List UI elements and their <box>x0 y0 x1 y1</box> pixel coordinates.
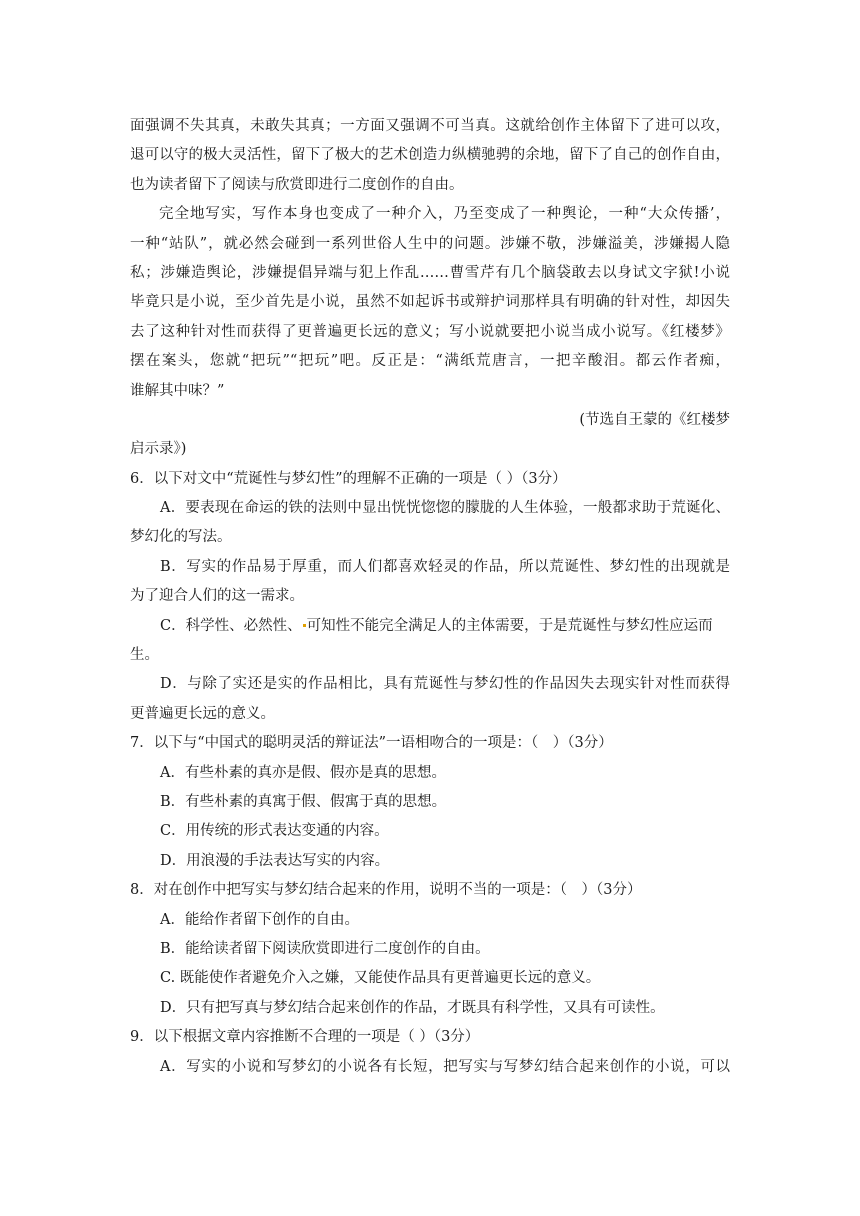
option-b: B．能给读者留下阅读欣赏即进行二度创作的自由。 <box>160 940 490 957</box>
option-d: D．只有把写真与梦幻结合起来创作的作品，才既具有科学性，又具有可读性。 <box>160 999 665 1016</box>
option-a: A．能给作者留下创作的自由。 <box>160 911 359 928</box>
option-d-cont: 更普遍更长远的意义。 <box>130 705 275 722</box>
option-a: A．有些朴素的真亦是假、假亦是真的思想。 <box>160 764 446 781</box>
document-content <box>130 112 730 1082</box>
source-citation: (节选自王蒙的《红楼梦 <box>579 411 730 428</box>
option-a: A．要表现在命运的铁的法则中显出恍恍惚惚的朦胧的人生体验，一般都求助于荒诞化、 <box>160 500 730 517</box>
option-b: B．写实的作品易于厚重，而人们都喜欢轻灵的作品，所以荒诞性、梦幻性的出现就是 <box>160 558 730 575</box>
text-line: 去了这种针对性而获得了更普遍更长远的意义；写小说就要把小说当成小说写。《红楼梦》 <box>130 323 730 340</box>
option-b: B．有些朴素的真寓于假、假寓于真的思想。 <box>160 793 447 810</box>
text-line: 一种“站队”，就必然会碰到一系列世俗人生中的问题。涉嫌不敬，涉嫌溢美，涉嫌揭人隐 <box>130 235 730 252</box>
text-line: 面强调不失其真，未敢失其真；一方面又强调不可当真。这就给创作主体留下了进可以攻， <box>130 118 730 134</box>
passage-paragraph-2 <box>130 200 730 406</box>
option-c <box>130 612 730 641</box>
text-line: 摆在案头，您就“把玩”“把玩”吧。反正是：“满纸荒唐言，一把辛酸泪。都云作者痴， <box>130 353 730 370</box>
option-c: C．用传统的形式表达变通的内容。 <box>160 823 389 840</box>
text-line: 完全地写实，写作本身也变成了一种介入，乃至变成了一种舆论，一种“大众传播’， <box>159 206 730 223</box>
text-line: 私；涉嫌造舆论，涉嫌提倡异端与犯上作乱……曹雪芹有几个脑袋敢去以身试文字狱!小说 <box>130 264 730 281</box>
question-stem: 8．对在创作中把写实与梦幻结合起来的作用，说明不当的一项是：（ ）（3分） <box>130 882 642 899</box>
question-9 <box>130 1023 730 1082</box>
option-c: C. 既能使作者避免介入之嫌，又能使作品具有更普遍更长远的意义。 <box>160 970 601 987</box>
option-c-part1: C．科学性、必然性、 <box>160 617 302 634</box>
question-8 <box>130 876 730 1023</box>
question-stem: 7．以下与“中国式的聪明灵活的辩证法”一语相吻合的一项是：（ ）（3分） <box>130 735 613 752</box>
option-c-cont: 生。 <box>130 647 159 664</box>
option-d: D．用浪漫的手法表达写实的内容。 <box>160 852 390 869</box>
question-stem: 6．以下对文中“荒诞性与梦幻性”的理解不正确的一项是（ ）（3分） <box>130 470 567 487</box>
option-d: D．与除了实还是实的作品相比，具有荒诞性与梦幻性的作品因失去现实针对性而获得 <box>160 676 730 693</box>
text-line: 也为读者留下了阅读与欣赏即进行二度创作的自由。 <box>130 176 464 193</box>
text-line: 退可以守的极大灵活性，留下了极大的艺术创造力纵横驰骋的余地，留下了自己的创作自由， <box>130 147 730 164</box>
option-a-cont: 梦幻化的写法。 <box>130 529 232 546</box>
text-line: 谁解其中味？” <box>130 382 225 399</box>
passage-paragraph-1 <box>130 112 730 200</box>
question-7 <box>130 729 730 876</box>
mark-dot-icon <box>303 624 306 627</box>
option-a: A．写实的小说和写梦幻的小说各有长短，把写实与写梦幻结合起来创作的小说，可以 <box>160 1058 730 1075</box>
question-6 <box>130 465 730 730</box>
option-c-part2: 可知性不能完全满足人的主体需要，于是荒诞性与梦幻性应运而 <box>306 617 713 634</box>
question-stem: 9．以下根据文章内容推断不合理的一项是（ ）（3分） <box>130 1029 480 1046</box>
source-citation-cont: 启示录》) <box>130 441 187 458</box>
text-line: 毕竟只是小说，至少首先是小说，虽然不如起诉书或辩护词那样具有明确的针对性，却因失 <box>130 294 730 311</box>
option-b-cont: 为了迎合人们的这一需求。 <box>130 588 304 605</box>
